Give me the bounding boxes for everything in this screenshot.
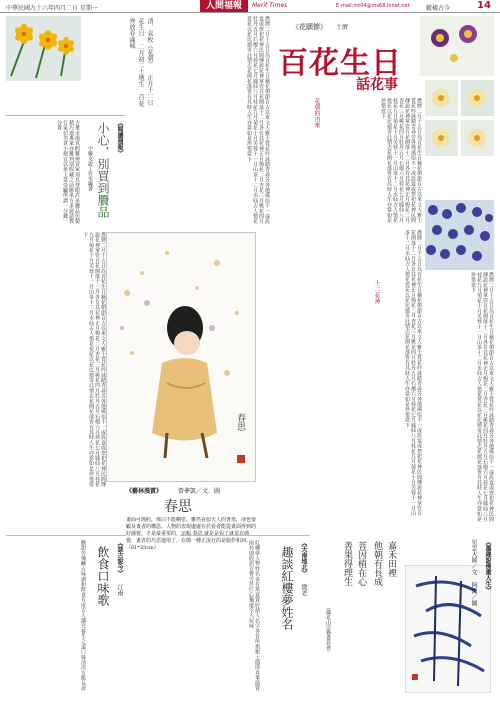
center-mid-text: 農曆二月十五日為百花生日稱花朝節自古以來文人雅士賞花吟詠踏青尋芳各地風俗不一或設宴或祭祀花神民間傳說花神掌管百花開落十二月各有其花神正月梅花二月杏花三月桃花四月牡丹五月石榴六月荷花七月鳳仙八月桂花九月菊花十月芙蓉十一月山茶十二月水仙古人惜花愛花以花比德寄託情志花開花落皆有其時人生亦當如是珍惜當下 <box>380 98 422 223</box>
subheading-red-2: 十二花神 <box>373 280 380 304</box>
poem-line: 清．袁枚《花朝》 <box>146 18 153 68</box>
right-main-text: 農曆二月十五日為百花生日稱花朝節自古以來文人雅士賞花吟詠踏青尋芳各地風俗不一或設宴或祭祀花神民間傳說花神掌管百花開落十二月各有其花神正月梅花二月杏花三月桃花四月牡丹五月石榴六月荷花七月鳳仙八月桂花九月菊花十月芙蓉十一月山茶十二月水仙古人惜花愛花以花比德寄託情志花開花落皆有其時人生亦當如是珍惜當下 <box>404 230 422 516</box>
poem-line: 善果得理生 <box>342 541 352 586</box>
yellow-lily-photo <box>6 16 81 81</box>
left-column-text: 農曆二月十五日為百花生日稱花朝節自古以來文人雅士賞花吟詠踏青尋芳各地風俗不一或設宴或祭祀花神民間傳說花神掌管百花開落十二月各有其花神正月梅花二月杏花三月桃花四月牡丹五月石榴六月荷花七月鳳仙八月桂花九月菊花十月芙蓉十一月山茶十二月水仙古人惜花愛花以花比德寄託情志花開花落皆有其時人生亦當如是珍惜當下 <box>82 232 106 487</box>
poem-line: 百花齊放春滿城 <box>128 18 144 107</box>
iris-photo <box>425 200 494 270</box>
calligraphy-artwork <box>405 565 491 693</box>
main-feature-title-block <box>272 16 417 96</box>
article-body: 古董市場真假難辨買家須具慧眼許多贗品仿製精巧連專家亦難判別收藏之前應多方求證請教行家切勿貪小便宜以免上當受騙所謂一分錢一分貨 <box>56 120 80 224</box>
redmansion-article <box>180 535 310 695</box>
pansy-flower-icon <box>420 16 494 76</box>
pansy-photo <box>420 16 494 76</box>
page-number: 14 <box>477 0 491 11</box>
article-body: 紅樓夢人物姓名多有寓意賈府諸人名字各有所指甄士隱即真事隱賈雨村即假語存曹雪芹匠心獨運令人玩味 <box>248 540 260 691</box>
subheading-red-1: 花朝的由來 <box>313 98 320 128</box>
left-top-block <box>6 16 156 113</box>
center-top-text: 農曆二月十五日為百花生日稱花朝節自古以來文人雅士賞花吟詠踏青尋芳各地風俗不一或設宴或祭祀花神民間傳說花神掌管百花開落十二月各有其花神正月梅花二月杏花三月桃花四月牡丹五月石榴六月荷花七月鳳仙八月桂花九月菊花十月芙蓉十一月山茶十二月水仙古人惜花愛花以花比德寄託情志花開花落皆有其時人生亦當如是珍惜當下 <box>246 16 270 224</box>
column-tag: 《談古說今》 <box>116 540 123 576</box>
newspaper-logo-sub: Merit Times <box>252 2 288 9</box>
lily-flower-icon <box>6 16 81 81</box>
article-title: 小心，別買到贗品 <box>96 122 110 218</box>
daffodil-photo <box>425 80 494 200</box>
calligraphy-credit: （佛光山宗務委員會） <box>325 605 331 655</box>
drink-article <box>6 535 126 695</box>
poem-line: 嘉禾田裡 <box>386 541 396 577</box>
left-top-poem <box>86 18 154 110</box>
calligraphy-author: 星雲大師／文 阿禹／圖 <box>470 539 477 606</box>
header-bar <box>0 0 500 13</box>
seal-stamp <box>237 455 245 463</box>
poem-line: 正月十二日花生日 <box>137 18 153 106</box>
feature-subtitle: 話花事 <box>356 77 398 93</box>
feature-title: 百花生日 <box>278 46 402 81</box>
painting-title: 春思 <box>164 499 192 515</box>
calligraphy-brush-icon <box>406 566 492 694</box>
careful-article <box>6 115 126 230</box>
painting-block <box>106 232 256 551</box>
painting-column-tag: 《藝林漫賞》 <box>126 488 163 495</box>
article-author: 宇解文說工作室編著 <box>87 146 93 191</box>
poem-line: 二月初二土地生 <box>137 43 144 88</box>
column-tag: 《花願節》 <box>292 23 327 31</box>
calligraphy-block <box>315 535 495 695</box>
article-title: 飲食口味歌 <box>96 546 110 606</box>
far-right-text: 農曆二月十五日為百花生日稱花朝節自古以來文人雅士賞花吟詠踏青尋芳各地風俗不一或設宴或祭祀花神民間傳說花神掌管百花開落十二月各有其花神正月梅花二月杏花三月桃花四月牡丹五月石榴六月荷花七月鳳仙八月桂花九月菊花十月芙蓉十一月山茶十二月水仙古人惜花愛花以花比德寄託情志花開花落皆有其時人生亦當如是珍惜當下 <box>470 272 494 522</box>
section-name: 縱橫古今 <box>426 5 451 12</box>
feature-author: 士濟 <box>336 24 349 31</box>
article-author: 江南 <box>116 584 123 596</box>
article-title: 趣談紅樓夢姓名 <box>280 546 294 630</box>
painting-author: 曾夢凱／文．圖 <box>178 488 221 495</box>
newspaper-logo[interactable]: 人間福報 <box>200 0 248 12</box>
calligraphy-column-tag: 《墨趣說佛畫人生》 <box>484 539 491 593</box>
contact-email[interactable]: E-mail:mt04@ms68.hinet.net <box>336 3 410 9</box>
spring-painting <box>106 232 256 482</box>
poem-line: 他朝有長成 <box>372 541 382 586</box>
painting-signature: 春思 <box>235 413 245 431</box>
poem-line: 菩因植在心 <box>356 541 366 586</box>
article-body: 酸甜苦辣鹹五味調和飲食有度古人講究養生之道口味清淡方能長壽 <box>80 540 86 691</box>
article-author: 微老 <box>300 584 307 596</box>
iris-flower-icon <box>425 200 494 270</box>
column-tag: 《天南地北》 <box>300 540 307 576</box>
daffodil-flower-icon <box>425 80 494 200</box>
column-tag: 《閱讀週報》 <box>116 120 123 156</box>
issue-date: 中華民國九十六年四月二日 星期一 <box>6 5 98 12</box>
painting-caption: 畫面可簡約，佈白不能糊塗。雖然看似天人的著墨，卻也要顧及畫者的構思。人物的表現處處在於看者能從畫面得到的好感覺，才是最重要的。這幅 春思 就是是看了就很有感覺，畫者的巧思運用了，在簡一種正流行的是服作和詞。（61*33cm） <box>126 517 256 551</box>
